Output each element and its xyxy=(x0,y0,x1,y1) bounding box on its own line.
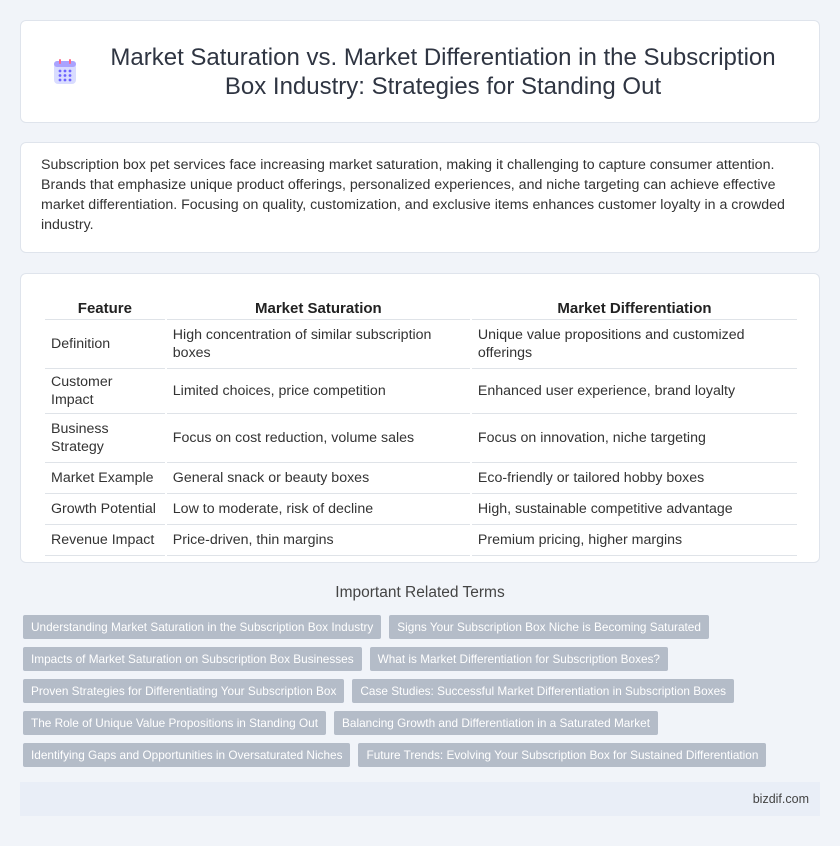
tag-row xyxy=(23,679,823,703)
related-term-link[interactable]: Impacts of Market Saturation on Subscription Box Businesses xyxy=(23,647,362,671)
footer xyxy=(20,782,820,816)
saturation-cell: Focus on cost reduction, volume sales xyxy=(167,414,470,463)
related-term-link[interactable]: Understanding Market Saturation in the Subscription Box Industry xyxy=(23,615,381,639)
tag-row xyxy=(23,647,823,671)
comparison-table xyxy=(43,294,799,556)
title-card xyxy=(20,20,820,123)
header-feature: Feature xyxy=(45,294,165,320)
saturation-cell: Low to moderate, risk of decline xyxy=(167,494,470,525)
differentiation-cell: Focus on innovation, niche targeting xyxy=(472,414,797,463)
feature-cell: Growth Potential xyxy=(45,494,165,525)
saturation-cell: Price-driven, thin margins xyxy=(167,525,470,556)
related-terms-list xyxy=(23,615,823,775)
table-header-row xyxy=(45,294,797,320)
intro-card xyxy=(20,142,820,253)
feature-cell: Customer Impact xyxy=(45,369,165,414)
saturation-cell: General snack or beauty boxes xyxy=(167,463,470,494)
intro-paragraph: Subscription box pet services face increasing market saturation, making it challenging to capture consumer attention. Brands that emphasize unique product offerings, personalized experiences, and niche targeting can achieve effective market differentiation. Focusing on quality, customization, and exclusive items enhances customer loyalty in a crowded industry. xyxy=(41,157,785,233)
table-row xyxy=(45,414,797,463)
table-row xyxy=(45,320,797,369)
tag-row xyxy=(23,711,823,735)
related-term-link[interactable]: The Role of Unique Value Propositions in Standing Out xyxy=(23,711,326,735)
differentiation-cell: Eco-friendly or tailored hobby boxes xyxy=(472,463,797,494)
feature-cell: Business Strategy xyxy=(45,414,165,463)
related-term-link[interactable]: Identifying Gaps and Opportunities in Oversaturated Niches xyxy=(23,743,350,767)
header-market-differentiation: Market Differentiation xyxy=(472,294,797,320)
related-terms-heading: Important Related Terms xyxy=(335,584,505,601)
table-row xyxy=(45,369,797,414)
related-term-link[interactable]: Signs Your Subscription Box Niche is Becoming Saturated xyxy=(389,615,709,639)
differentiation-cell: Enhanced user experience, brand loyalty xyxy=(472,369,797,414)
differentiation-cell: Premium pricing, higher margins xyxy=(472,525,797,556)
differentiation-cell: Unique value propositions and customized offerings xyxy=(472,320,797,369)
related-term-link[interactable]: Future Trends: Evolving Your Subscription Box for Sustained Differentiation xyxy=(358,743,766,767)
table-row xyxy=(45,494,797,525)
related-term-link[interactable]: Balancing Growth and Differentiation in a Saturated Market xyxy=(334,711,658,735)
feature-cell: Definition xyxy=(45,320,165,369)
table-row xyxy=(45,525,797,556)
related-term-link[interactable]: Proven Strategies for Differentiating Your Subscription Box xyxy=(23,679,344,703)
title-wrap xyxy=(21,21,819,122)
tag-row xyxy=(23,743,823,767)
header-market-saturation: Market Saturation xyxy=(167,294,470,320)
comparison-card xyxy=(20,273,820,563)
feature-cell: Revenue Impact xyxy=(45,525,165,556)
saturation-cell: Limited choices, price competition xyxy=(167,369,470,414)
related-term-link[interactable]: What is Market Differentiation for Subscription Boxes? xyxy=(370,647,668,671)
table-row xyxy=(45,463,797,494)
footer-brand: bizdif.com xyxy=(752,792,809,806)
page-title: Market Saturation vs. Market Differentiation in the Subscription Box Industry: Strategies for Standing Out xyxy=(110,43,776,100)
calendar-grid-icon xyxy=(51,58,79,86)
differentiation-cell: High, sustainable competitive advantage xyxy=(472,494,797,525)
feature-cell: Market Example xyxy=(45,463,165,494)
related-term-link[interactable]: Case Studies: Successful Market Differentiation in Subscription Boxes xyxy=(352,679,734,703)
tag-row xyxy=(23,615,823,639)
saturation-cell: High concentration of similar subscription boxes xyxy=(167,320,470,369)
